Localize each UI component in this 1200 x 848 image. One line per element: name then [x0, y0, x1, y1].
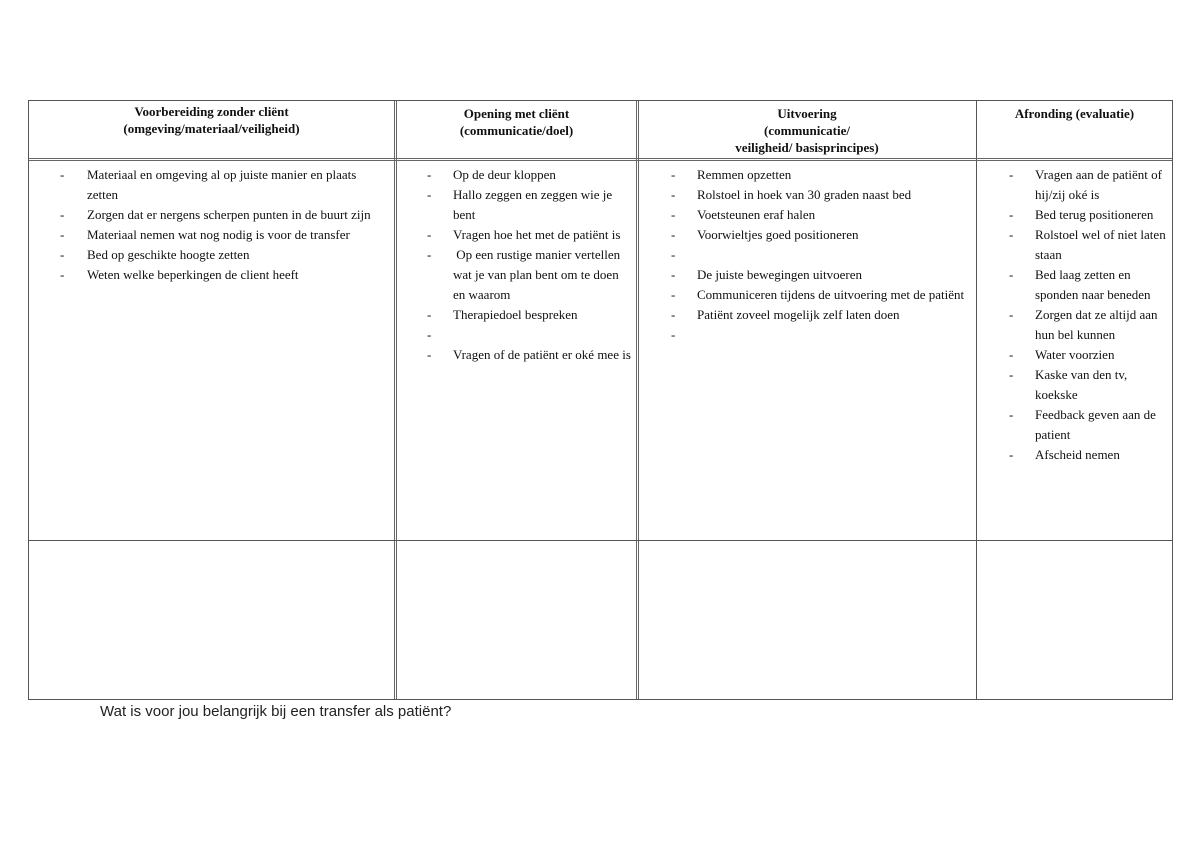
column-divider	[976, 101, 977, 699]
item-text: Rolstoel in hoek van 30 graden naast bed	[697, 187, 912, 202]
bullet-dash: -	[671, 207, 676, 222]
header-line: (communicatie/	[764, 123, 850, 138]
bullet-dash: -	[427, 347, 432, 362]
list-item	[1009, 225, 1171, 265]
item-list	[671, 165, 971, 345]
bullet-dash: -	[60, 267, 65, 282]
bullet-dash: -	[60, 207, 65, 222]
bullet-dash: -	[427, 247, 432, 262]
bullet-dash: -	[60, 227, 65, 242]
list-item	[427, 165, 632, 185]
list-item	[1009, 445, 1171, 465]
item-text: Feedback geven aan de patient	[1035, 407, 1156, 442]
bullet-dash: -	[1009, 307, 1014, 322]
list-item	[671, 265, 971, 285]
item-text: Afscheid nemen	[1035, 447, 1120, 462]
bullet-dash: -	[671, 167, 676, 182]
bullet-dash: -	[1009, 447, 1014, 462]
item-text: Voorwieltjes goed positioneren	[697, 227, 859, 242]
cell-afronding	[1009, 165, 1171, 465]
bullet-dash: -	[427, 187, 432, 202]
bullet-dash: -	[671, 287, 676, 302]
header-opening	[397, 105, 636, 139]
list-item	[60, 205, 390, 225]
header-line: Afronding (evaluatie)	[1014, 106, 1135, 121]
bullet-dash: -	[671, 267, 676, 282]
list-item	[1009, 365, 1171, 405]
item-text: Materiaal en omgeving al op juiste manier en plaats zetten	[87, 167, 357, 202]
list-item	[1009, 345, 1171, 365]
item-text: Materiaal nemen wat nog nodig is voor de transfer	[87, 227, 350, 242]
list-item	[60, 165, 390, 205]
cell-voorbereiding	[60, 165, 390, 285]
list-item	[671, 305, 971, 325]
list-item	[427, 345, 632, 365]
item-text: Communiceren tijdens de uitvoering met de patiënt	[697, 287, 965, 302]
bullet-dash: -	[427, 167, 432, 182]
list-item	[671, 205, 971, 225]
header-afronding	[977, 105, 1172, 122]
question-text: Wat is voor jou belangrijk bij een transfer als patiënt?	[100, 703, 452, 720]
item-text: Bed laag zetten en sponden naar beneden	[1035, 267, 1151, 302]
header-line: Opening met cliënt	[463, 106, 570, 121]
column-divider	[394, 101, 397, 699]
bullet-dash: -	[671, 227, 676, 242]
item-text: Rolstoel wel of niet laten staan	[1035, 227, 1166, 262]
item-text: Bed op geschikte hoogte zetten	[87, 247, 250, 262]
item-text: De juiste bewegingen uitvoeren	[697, 267, 862, 282]
header-line: (omgeving/materiaal/veiligheid)	[123, 121, 300, 136]
bullet-dash: -	[1009, 207, 1014, 222]
bullet-dash: -	[427, 307, 432, 322]
bullet-dash: -	[671, 327, 676, 342]
list-item	[60, 225, 390, 245]
list-item	[1009, 305, 1171, 345]
bullet-dash: -	[1009, 267, 1014, 282]
list-item	[671, 325, 971, 345]
item-text: Weten welke beperkingen de client heeft	[87, 267, 299, 282]
list-item	[1009, 165, 1171, 205]
bullet-dash: -	[1009, 227, 1014, 242]
list-item	[671, 245, 971, 265]
list-item	[427, 325, 632, 345]
list-item	[671, 185, 971, 205]
cell-opening	[427, 165, 632, 365]
bullet-dash: -	[671, 187, 676, 202]
item-list	[60, 165, 390, 285]
item-text: Vragen of de patiënt er oké mee is	[453, 347, 631, 362]
header-voorbereiding	[29, 103, 394, 137]
item-text: Patiënt zoveel mogelijk zelf laten doen	[697, 307, 900, 322]
header-line: (communicatie/doel)	[459, 123, 574, 138]
list-item	[671, 285, 971, 305]
item-text: Therapiedoel bespreken	[453, 307, 578, 322]
list-item	[1009, 405, 1171, 445]
cell-uitvoering	[671, 165, 971, 345]
item-text: Kaske van den tv, koekske	[1035, 367, 1128, 402]
bullet-dash: -	[427, 327, 432, 342]
item-list	[427, 165, 632, 365]
item-text: Op de deur kloppen	[453, 167, 556, 182]
bullet-dash: -	[60, 167, 65, 182]
item-text: Zorgen dat er nergens scherpen punten in de buurt zijn	[87, 207, 371, 222]
item-text: Hallo zeggen en zeggen wie je bent	[453, 187, 613, 222]
list-item	[671, 225, 971, 245]
list-item	[427, 305, 632, 325]
list-item	[1009, 205, 1171, 225]
bullet-dash: -	[1009, 407, 1014, 422]
item-text: Vragen hoe het met de patiënt is	[453, 227, 621, 242]
list-item	[427, 245, 632, 305]
list-item	[60, 265, 390, 285]
row-divider	[29, 158, 1172, 161]
bullet-dash: -	[1009, 167, 1014, 182]
bullet-dash: -	[1009, 347, 1014, 362]
item-text: Bed terug positioneren	[1035, 207, 1154, 222]
list-item	[671, 165, 971, 185]
item-text: Zorgen dat ze altijd aan hun bel kunnen	[1035, 307, 1158, 342]
list-item	[427, 225, 632, 245]
row-divider	[29, 540, 1172, 541]
header-uitvoering	[638, 105, 976, 156]
list-item	[427, 185, 632, 225]
item-text: Water voorzien	[1035, 347, 1115, 362]
bullet-dash: -	[60, 247, 65, 262]
bullet-dash: -	[1009, 367, 1014, 382]
bullet-dash: -	[427, 227, 432, 242]
item-text: Vragen aan de patiënt of hij/zij oké is	[1035, 167, 1162, 202]
item-text: Remmen opzetten	[697, 167, 792, 182]
header-line: Voorbereiding zonder cliënt	[134, 104, 289, 119]
list-item	[1009, 265, 1171, 305]
transfer-table	[28, 100, 1173, 700]
item-text: Op een rustige manier vertellen wat je van plan bent om te doen en waarom	[453, 247, 624, 302]
column-divider	[636, 101, 639, 699]
header-line: Uitvoering	[777, 106, 837, 121]
item-list	[1009, 165, 1171, 465]
item-text: Voetsteunen eraf halen	[697, 207, 816, 222]
header-line: veiligheid/ basisprincipes)	[735, 140, 879, 155]
bullet-dash: -	[671, 247, 676, 262]
list-item	[60, 245, 390, 265]
bullet-dash: -	[671, 307, 676, 322]
